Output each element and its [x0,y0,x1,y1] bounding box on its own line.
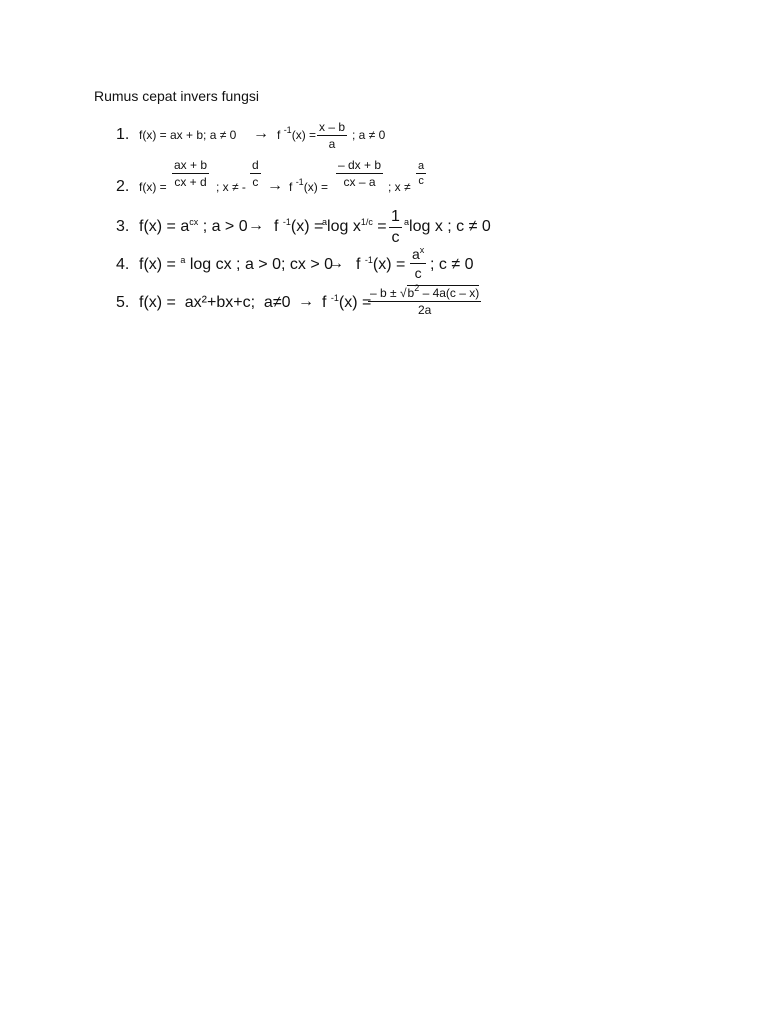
inverse-label: f $^{-1}$(x) = [277,125,317,142]
inverse-fraction [336,158,383,189]
inverse-label: f $^{-1}$(x) = [322,293,372,311]
formula-lhs: f(x) = [139,180,167,194]
inverse-label: f $^{-1}$(x) = [356,255,406,273]
inverse-fraction [368,283,481,317]
inverse-fraction [317,120,347,151]
denominator: cx + d [174,175,207,189]
arrow-icon: → [253,125,269,142]
numerator: – dx + b [338,158,382,172]
arrow-icon: → [267,177,283,194]
domain-fraction [416,160,426,187]
denominator: c [252,175,259,189]
numerator: $a^x$ [412,245,425,262]
item-number: 1. [116,126,130,143]
denominator: c [414,265,422,281]
formula-lhs: $f(x) = a^{cx}$ ; a > 0 [139,217,248,235]
square-root: $b^2 - 4a(c - x)$ [407,283,480,300]
arrow-icon: → [248,217,264,234]
numerator: x – b [319,120,346,134]
numerator: ax + b [174,158,208,172]
domain-fraction [250,158,261,189]
item-number: 3. [116,218,130,235]
numerator: d [252,158,259,172]
arrow-icon: → [298,293,314,310]
formula-lhs: f(x) = ax + b; a ≠ 0 [139,128,237,142]
numerator: a [418,160,425,172]
denominator: 2a [417,303,432,317]
numerator: 1 [389,208,402,228]
inverse-label: f $^{-1}$(x) = [274,217,324,235]
numerator: – $b \pm √b^2 - 4a(c - x)$ [370,283,480,300]
denominator: a [328,137,336,151]
inverse-label: f $^{-1}$(x) = [289,177,329,194]
condition: ; a ≠ 0 [352,128,386,142]
condition: ; x ≠ - [216,180,246,194]
page-title: Rumus cepat invers fungsi [94,88,259,104]
item-number: 4. [116,256,130,273]
condition: ; x ≠ [388,180,411,194]
denominator: cx – a [343,175,376,189]
log-expression: $^a$log $x^{1/c}$ = [322,217,387,235]
denominator: c [391,229,400,246]
log-expression: $^a$log x ; c ≠ 0 [404,217,491,235]
item-number: 2. [116,178,130,195]
condition: ; c ≠ 0 [430,256,474,273]
item-number: 5. [116,294,130,311]
lhs-fraction [172,158,209,189]
denominator: c [418,175,424,187]
arrow-icon: → [328,255,344,272]
formula-lhs: f(x) = ax²+bx+c; a≠0 [139,294,291,311]
coefficient-fraction [389,208,402,247]
formula-lhs: f(x) = $^a$ log cx ; a > 0; cx > 0 [139,255,333,273]
inverse-fraction [410,246,426,281]
